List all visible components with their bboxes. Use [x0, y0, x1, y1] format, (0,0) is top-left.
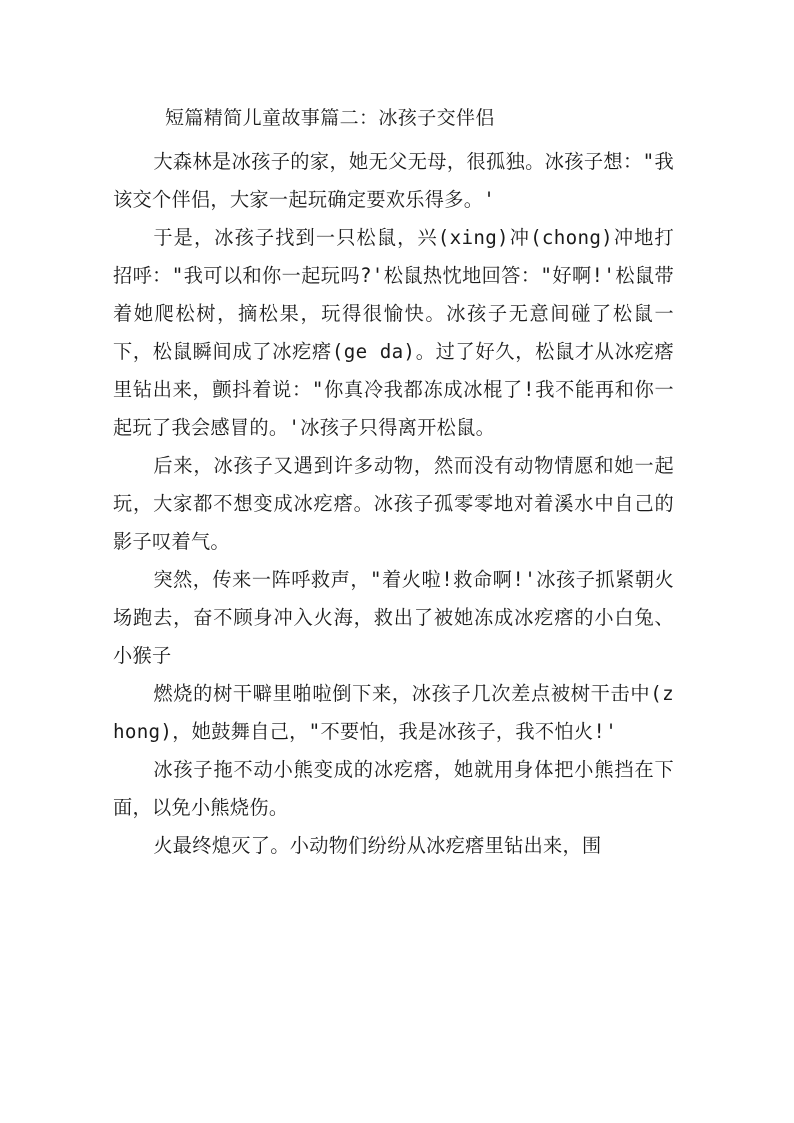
paragraph-7: 火最终熄灭了。小动物们纷纷从冰疙瘩里钻出来，围 [153, 834, 602, 857]
paragraph-2: 于是，冰孩子找到一只松鼠，兴(xing)冲(chong)冲地打招呼："我可以和你一起玩吗?'松鼠热忱地回答："好啊!'松鼠带着她爬松树，摘松果，玩得很愉快。冰孩子无意间碰了松鼠一下，松鼠瞬间成了冰疙瘩(ge da)。过了好久，松鼠才从冰疙瘩里钻出来，颤抖着说："你真冷我都冻成冰棍了!我不能再和你一起玩了我会感冒的。'冰孩子只得离开松鼠。 [113, 226, 674, 439]
paragraph-3: 后来，冰孩子又遇到许多动物，然而没有动物情愿和她一起玩，大家都不想变成冰疙瘩。冰孩子孤零零地对着溪水中自己的影子叹着气。 [113, 454, 674, 553]
paragraph-5: 燃烧的树干噼里啪啦倒下来，冰孩子几次差点被树干击中(zhong)，她鼓舞自己，"不要怕，我是冰孩子，我不怕火!' [113, 682, 674, 743]
paragraph-6: 冰孩子拖不动小熊变成的冰疙瘩，她就用身体把小熊挡在下面，以免小熊烧伤。 [113, 758, 674, 819]
paragraph-1: 大森林是冰孩子的家，她无父无母，很孤独。冰孩子想："我该交个伴侣，大家一起玩确定要欢乐得多。' [113, 150, 674, 211]
paragraph-4: 突然，传来一阵呼救声，"着火啦!救命啊!'冰孩子抓紧朝火场跑去，奋不顾身冲入火海，救出了被她冻成冰疙瘩的小白兔、小猴子 [113, 568, 674, 667]
story-body [113, 143, 674, 865]
story-title: 短篇精简儿童故事篇二：冰孩子交伴侣 [165, 107, 495, 129]
